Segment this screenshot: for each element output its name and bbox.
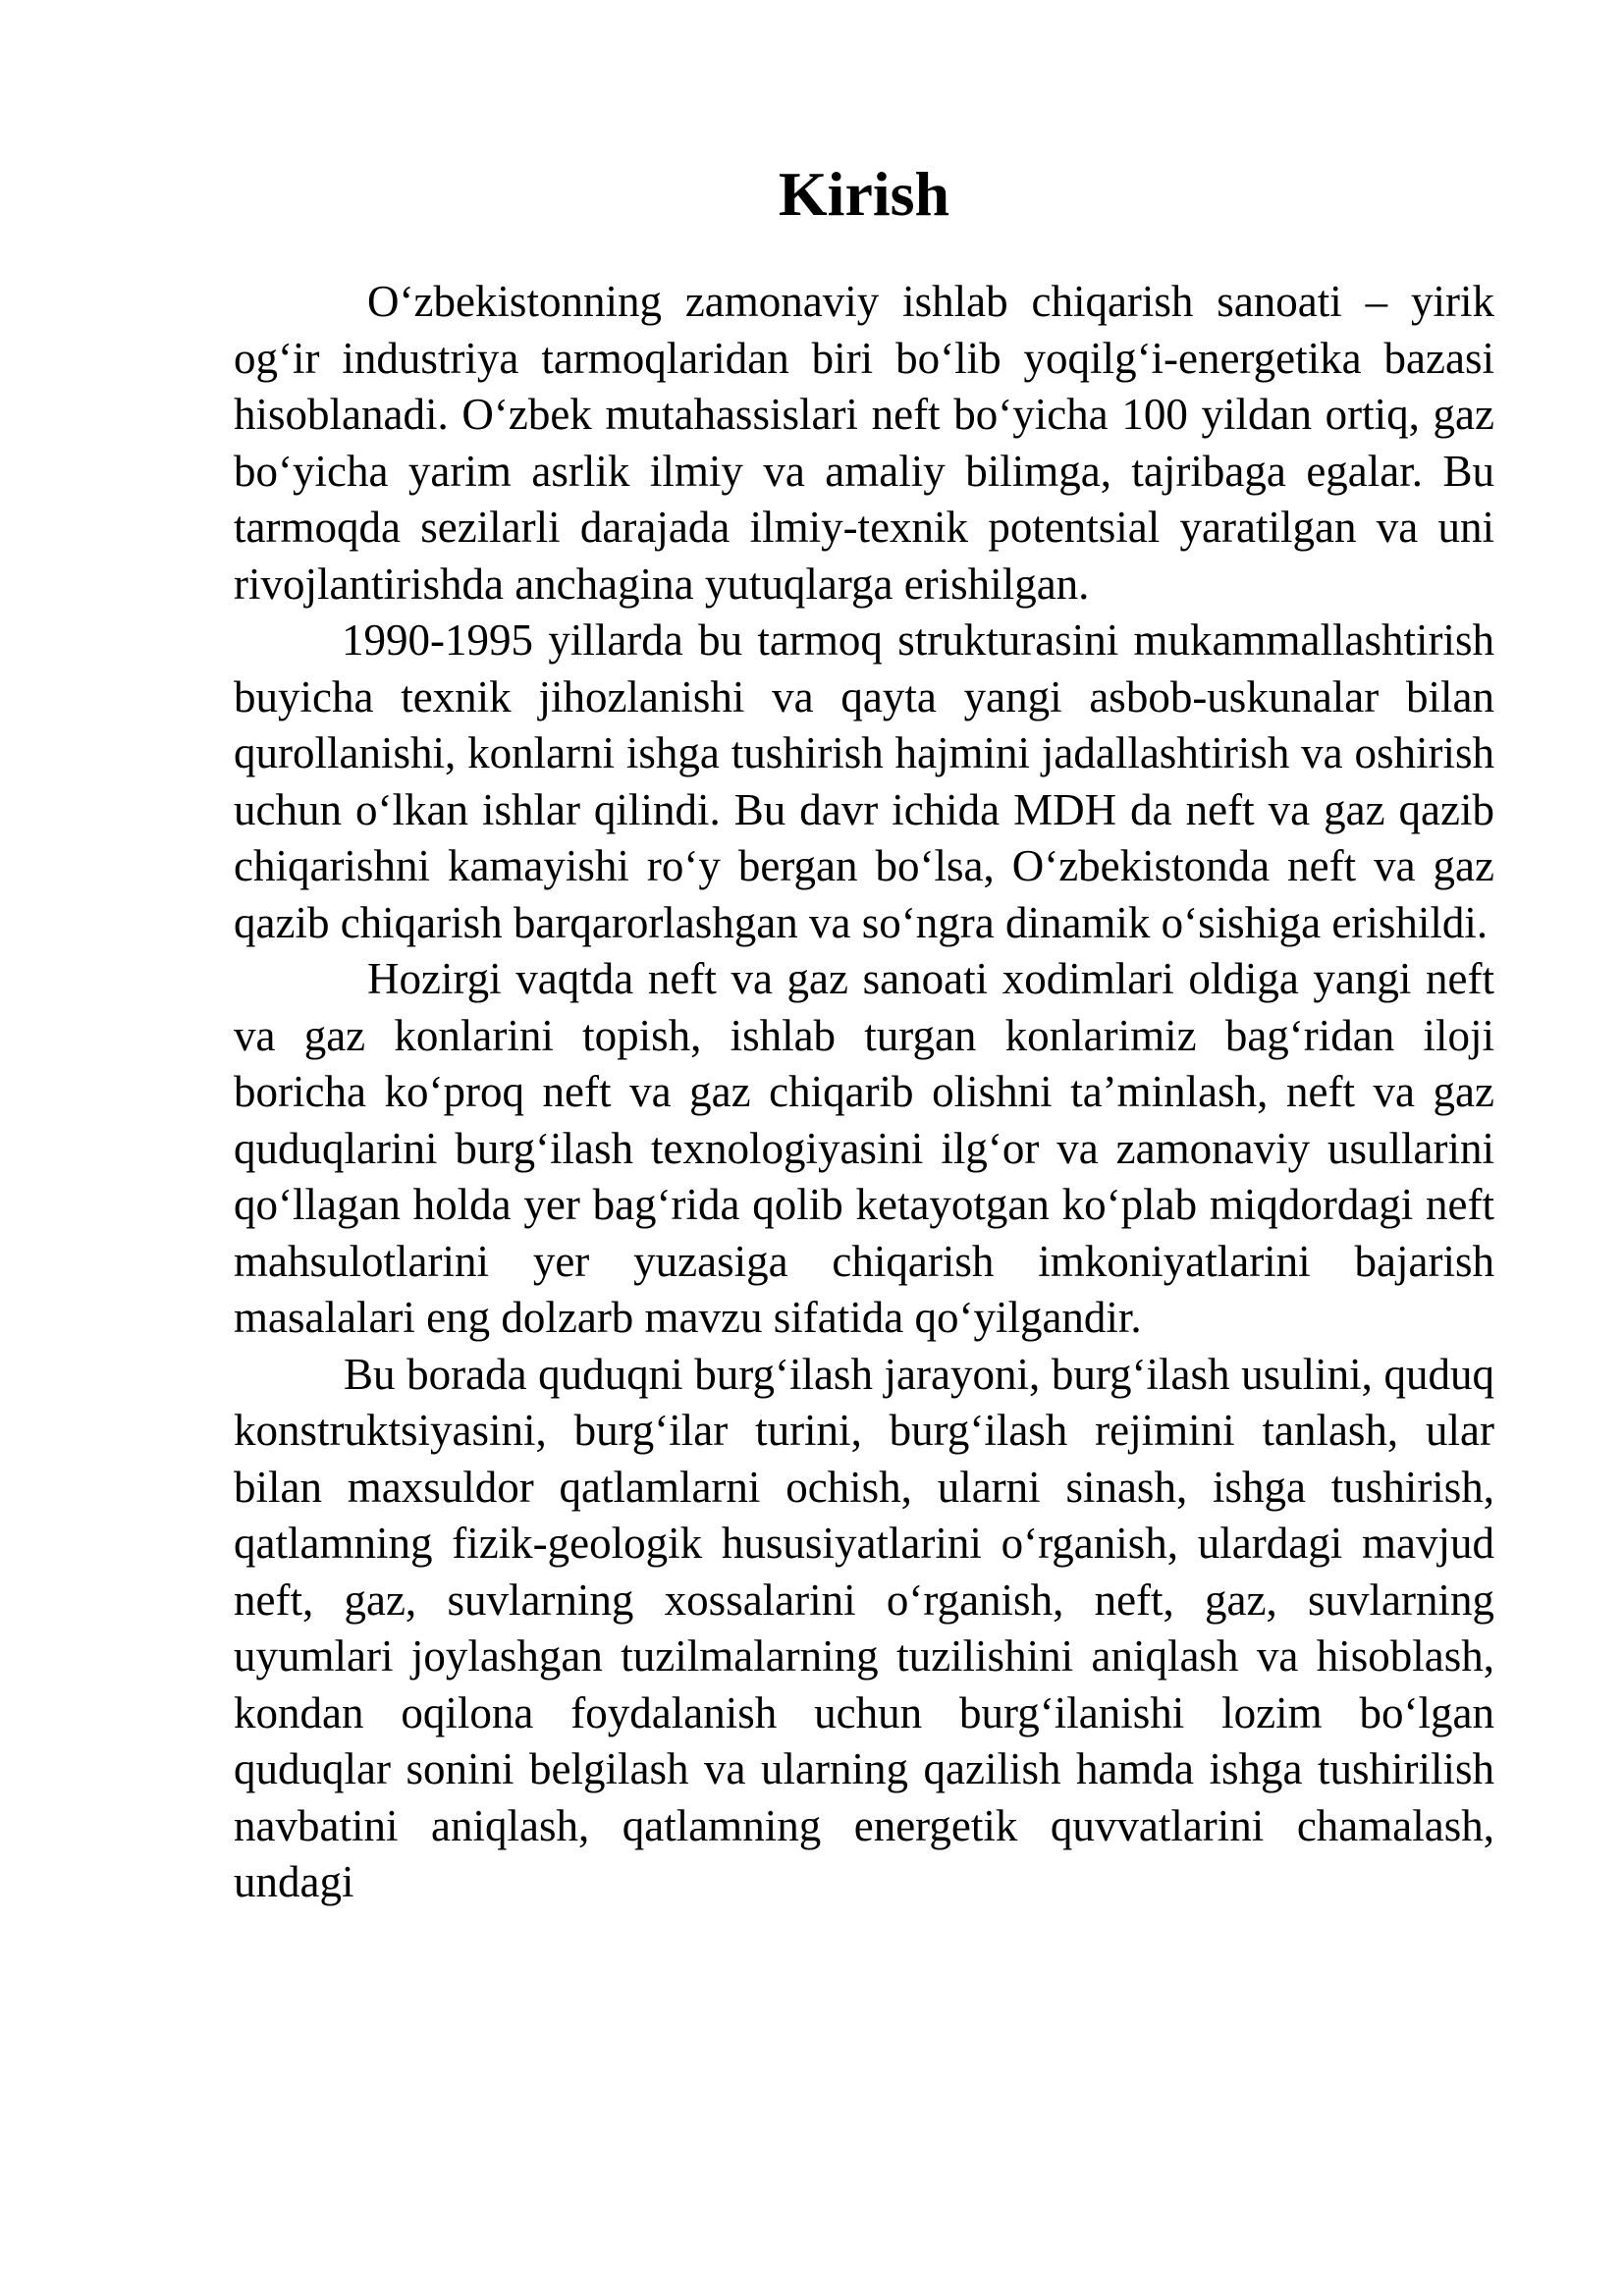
paragraph-4: Bu borada quduqni burg‘ilash jarayoni, burg‘ilash usulini, quduq konstruktsiyasini, burg‘ilar turini, burg‘ilash rejimini tanlash, ular bilan maxsuldor qatlamlarni ochish, ularni sinash, ishga tushirish, qatlamning fizik-geologik hususiyatlarini o‘rganish, ulardagi mavjud neft, gaz, suvlarning xossalarini o‘rganish, neft, gaz, suvlarning uyumlari joylashgan tuzilmalarning tuzilishini aniqlash va hisoblash, kondan oqilona foydalanish uchun burg‘ilanishi lozim bo‘lgan quduqlar sonini belgilash va ularning qazilish hamda ishga tushirilish navbatini aniqlash, qatlamning energetik quvvatlarini chamalash, undagi bbox=[234, 1349, 1494, 1906]
paragraph-1: O‘zbekistonning zamonaviy ishlab chiqarish sanoati – yirik og‘ir industriya tarmoqlaridan biri bo‘lib yoqilg‘i-energetika bazasi hisoblanadi. O‘zbek mutahassislari neft bo‘yicha 100 yildan ortiq, gaz bo‘yicha yarim asrlik ilmiy va amaliy bilimga, tajribaga egalar. Bu tarmoqda sezilarli darajada ilmiy-texnik potentsial yaratilgan va uni rivojlantirishda anchagina yutuqlarga erishilgan. bbox=[234, 277, 1494, 609]
page-title: Kirish bbox=[778, 159, 950, 229]
document-body bbox=[234, 274, 1494, 1911]
paragraph-2: 1990-1995 yillarda bu tarmoq strukturasini mukammallashtirish buyicha texnik jihozlanishi va qayta yangi asbob-uskunalar bilan qurollanishi, konlarni ishga tushirish hajmini jadallashtirish va oshirish uchun o‘lkan ishlar qilindi. Bu davr ichida MDH da neft va gaz qazib chiqarishni kamayishi ro‘y bergan bo‘lsa, O‘zbekistonda neft va gaz qazib chiqarish barqarorlashgan va so‘ngra dinamik o‘sishiga erishildi. bbox=[234, 615, 1494, 947]
paragraph-3: Hozirgi vaqtda neft va gaz sanoati xodimlari oldiga yangi neft va gaz konlarini topish, ishlab turgan konlarimiz bag‘ridan iloji boricha ko‘proq neft va gaz chiqarib olishni ta’minlash, neft va gaz quduqlarini burg‘ilash texnologiyasini ilg‘or va zamonaviy usullarini qo‘llagan holda yer bag‘rida qolib ketayotgan ko‘plab miqdordagi neft mahsulotlarini yer yuzasiga chiqarish imkoniyatlarini bajarish masalalari eng dolzarb mavzu sifatida qo‘yilgandir. bbox=[234, 954, 1494, 1342]
